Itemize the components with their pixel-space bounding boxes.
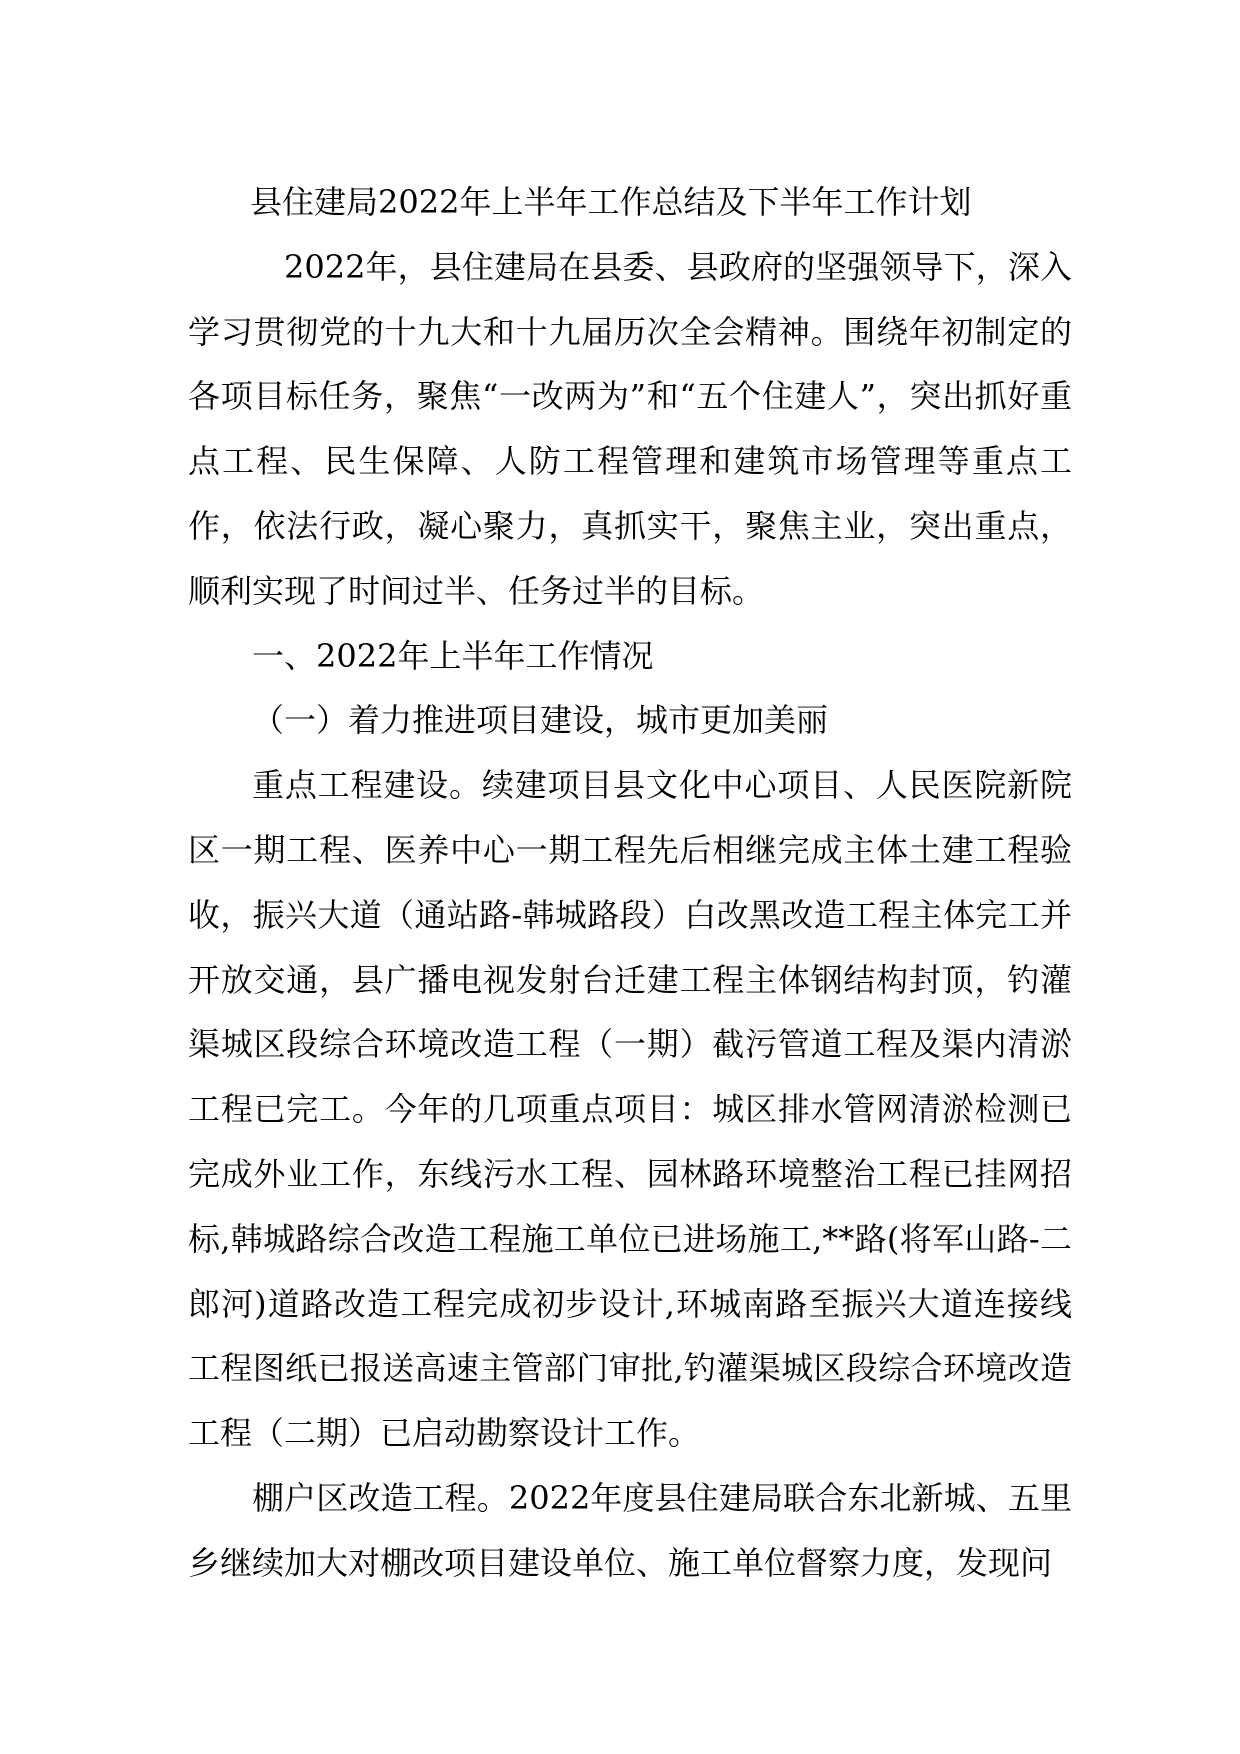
shantytown-paragraph: 棚户区改造工程。2022年度县住建局联合东北新城、五里乡继续加大对棚改项目建设单位、施工单位督察力度，发现问 [188,1478,1072,1582]
key-projects-paragraph: 重点工程建设。续建项目县文化中心项目、人民医院新院区一期工程、医养中心一期工程先后相继完成主体土建工程验收，振兴大道（通站路-韩城路段）白改黑改造工程主体完工并开放交通，县广播电视发射台迁建工程主体钢结构封顶，钓灌渠城区段综合环境改造工程（一期）截污管道工程及渠内清淤工程已完工。今年的几项重点项目：城区排水管网清淤检测已完成外业工作，东线污水工程、园林路环境整治工程已挂网招标,韩城路综合改造工程施工单位已进场施工,**路(将军山路-二郎河)道路改造工程完成初步设计,环城南路至振兴大道连接线工程图纸已报送高速主管部门审批,钓灌渠城区段综合环境改造工程（二期）已启动勘察设计工作。 [188,766,1072,1453]
subsection-heading-1: （一）着力推进项目建设，城市更加美丽 [252,701,829,740]
document-title: 县住建局2022年上半年工作总结及下半年工作计划 [250,183,972,221]
intro-paragraph: 2022年，县住建局在县委、县政府的坚强领导下，深入学习贯彻党的十九大和十九届历次全会精神。围绕年初制定的各项目标任务，聚焦“一改两为”和“五个住建人”，突出抓好重点工程、民生保障、人防工程管理和建筑市场管理等重点工作，依法行政，凝心聚力，真抓实干，聚焦主业，突出重点，顺利实现了时间过半、任务过半的目标。 [188,247,1072,610]
document-body [188,170,1072,1596]
section-heading-1: 一、2022年上半年工作情况 [252,636,654,675]
